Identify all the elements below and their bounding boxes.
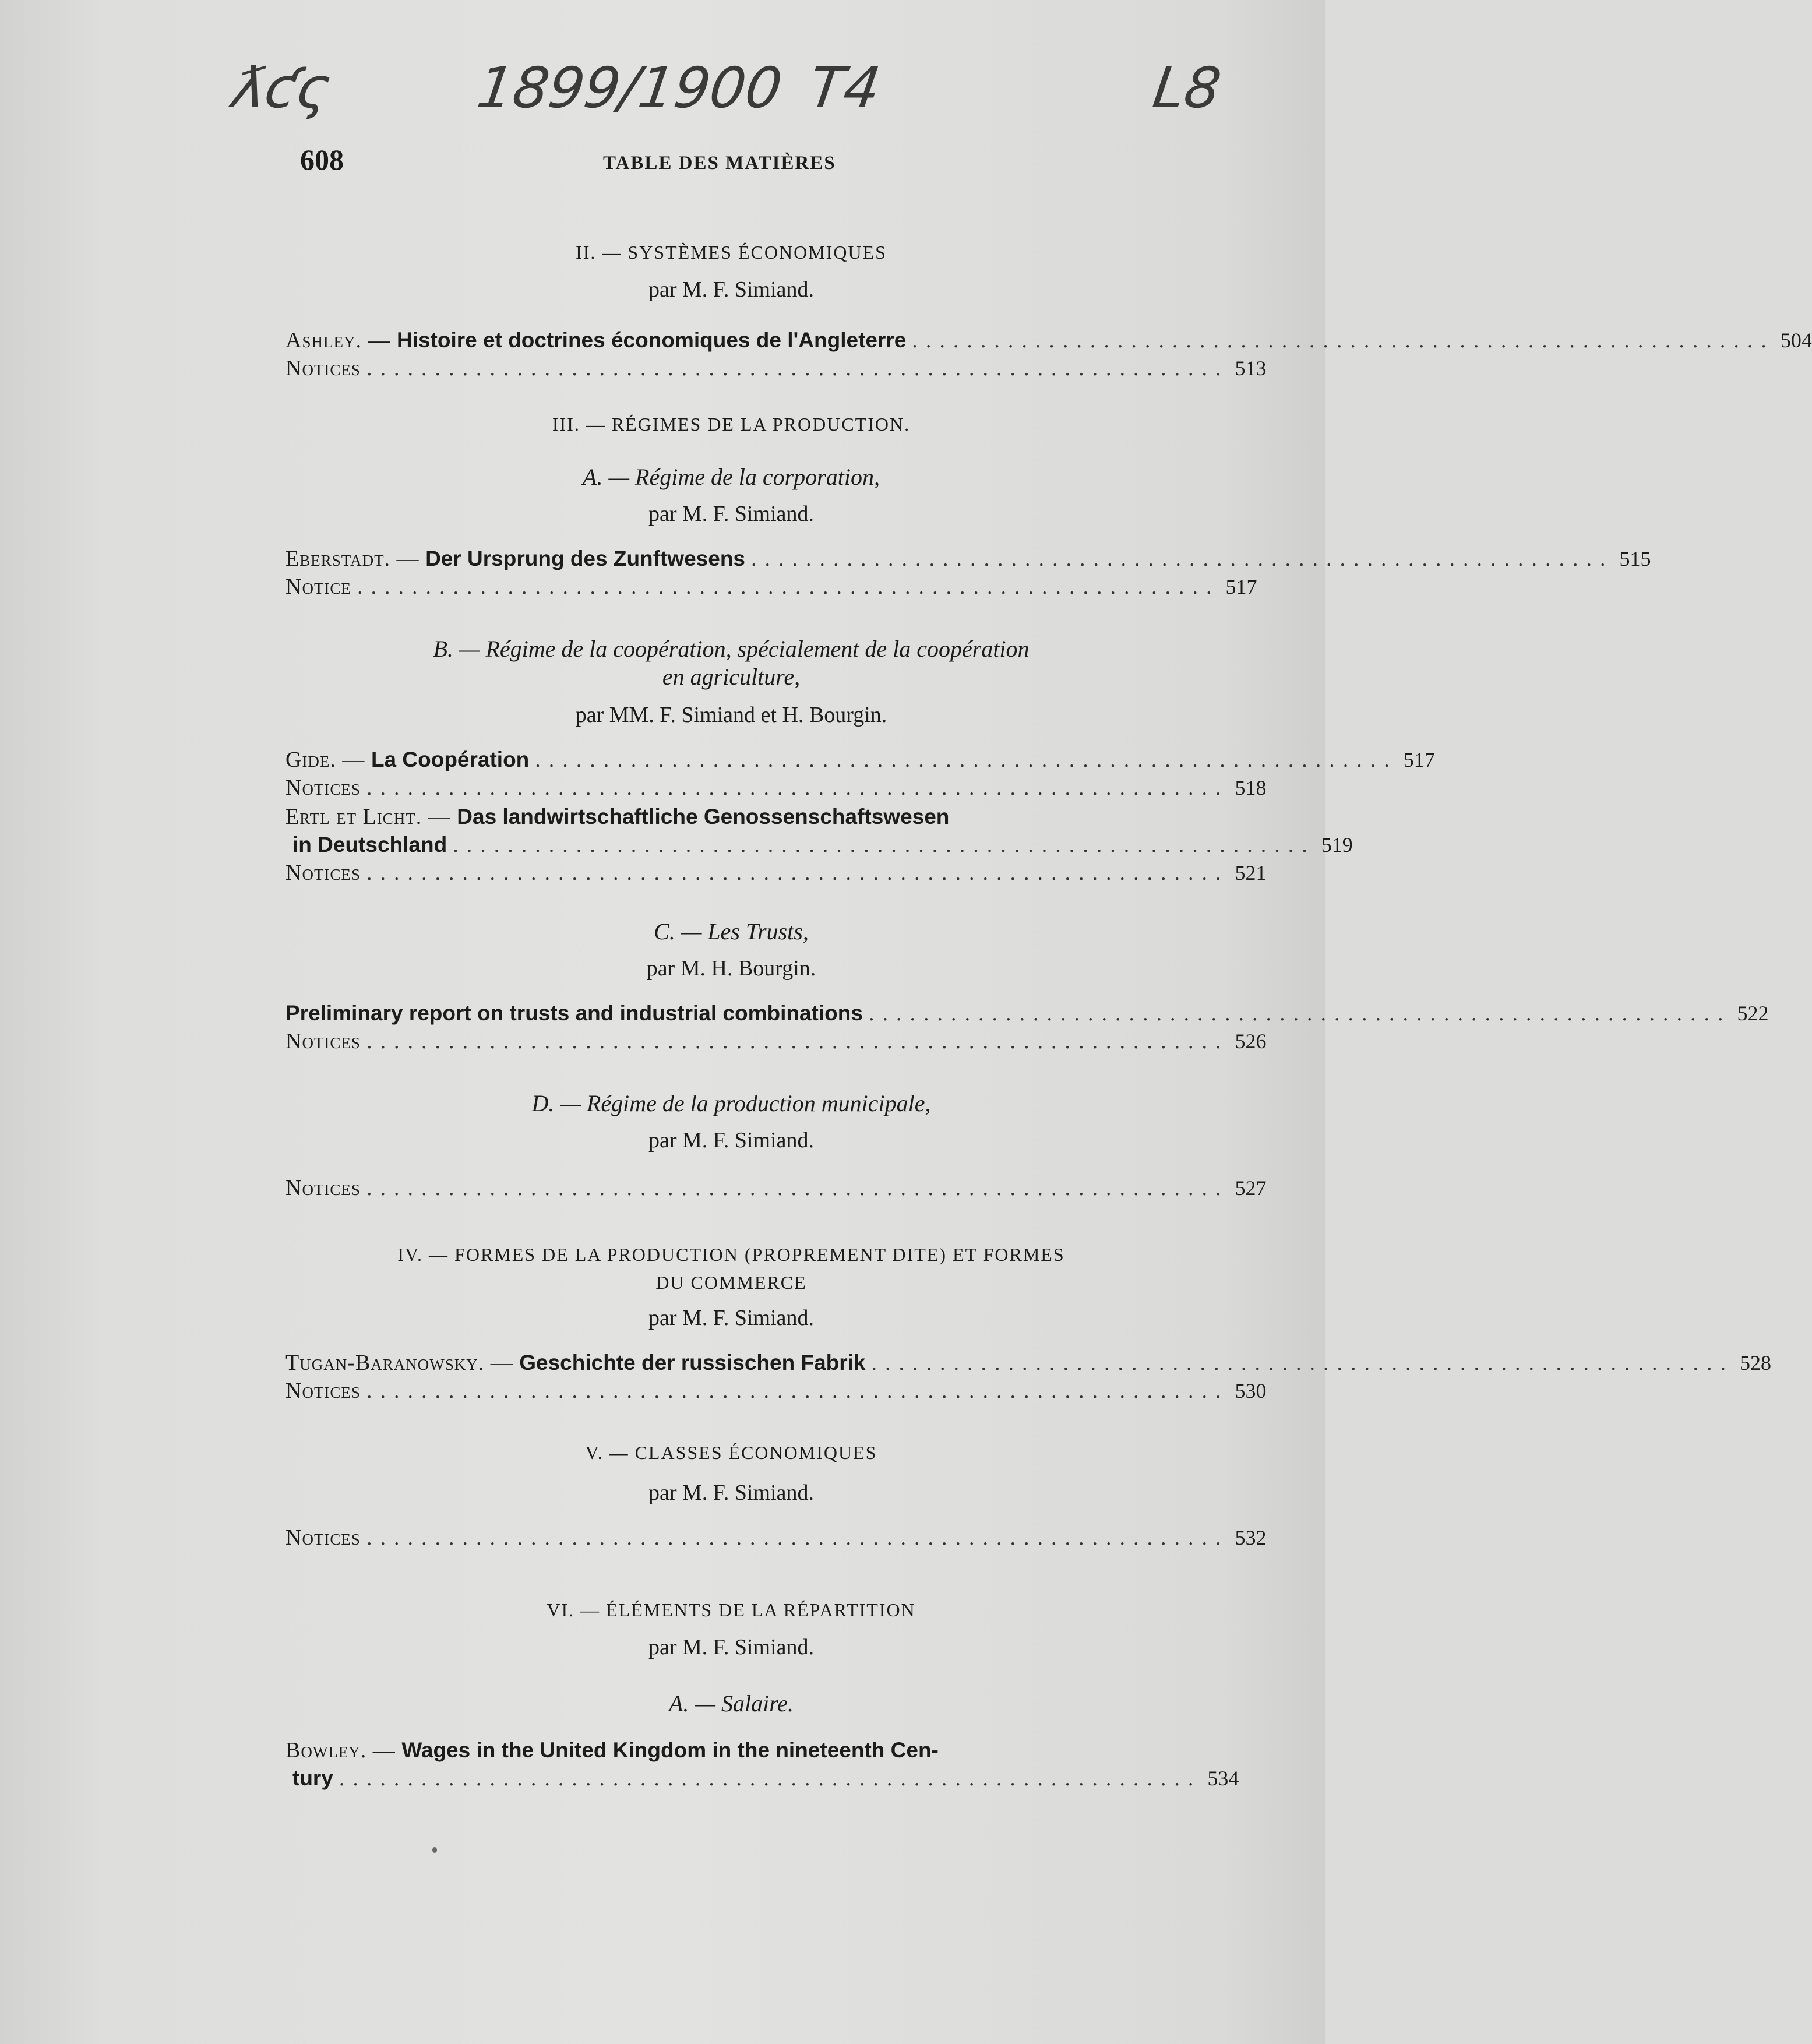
toc-entry[interactable]: [285, 803, 1353, 859]
handwritten-note-4: L8: [1149, 55, 1225, 121]
entry-page: 518: [1235, 776, 1267, 799]
toc-entry[interactable]: [285, 999, 1769, 1027]
subsection-author: par M. F. Simiand.: [648, 1128, 815, 1153]
entry-title: Das landwirtschaftliche Genossenschaftswesen: [457, 805, 950, 829]
section-heading: IV. — FORMES DE LA PRODUCTION (PROPREMENT DITE) ET FORMES: [397, 1244, 1065, 1265]
entry-author: Ertl et Licht. —: [285, 805, 457, 829]
entry-text: [285, 326, 906, 354]
entry-text: [285, 999, 863, 1027]
leader-dots: ...............................................................: [366, 1029, 1229, 1053]
toc-entry[interactable]: [285, 573, 1257, 601]
leader-dots: ...............................................................: [366, 861, 1229, 885]
entry-page: 532: [1235, 1526, 1267, 1549]
subsection-title: A. — Salaire.: [668, 1690, 794, 1717]
leader-dots: ...............................................................: [453, 833, 1316, 857]
section-heading-cont: DU COMMERCE: [655, 1272, 807, 1293]
entry-author: Notices: [285, 1029, 361, 1053]
leader-dots: ...............................................................: [339, 1766, 1202, 1791]
entry-text: [285, 1349, 866, 1377]
leader-dots: ...............................................................: [912, 328, 1775, 353]
entry-page: 519: [1321, 833, 1353, 857]
toc-entry[interactable]: [285, 1349, 1772, 1377]
section-heading: II. — SYSTÈMES ÉCONOMIQUES: [576, 242, 887, 263]
toc-entry[interactable]: [285, 1524, 1267, 1552]
author-line: par M. F. Simiand.: [648, 277, 815, 302]
entry-page: 513: [1235, 357, 1267, 380]
leader-dots: ...............................................................: [535, 748, 1398, 772]
entry-author: Notices: [285, 1525, 361, 1550]
entry-author: Notices: [285, 776, 361, 800]
entry-page: 504: [1780, 329, 1812, 352]
running-head: TABLE DES MATIÈRES: [603, 153, 836, 174]
section-heading: V. — CLASSES ÉCONOMIQUES: [585, 1442, 877, 1463]
section-author: [285, 277, 1177, 302]
toc-entry[interactable]: [285, 545, 1651, 573]
entry-title: Geschichte der russischen Fabrik: [519, 1351, 866, 1375]
subsection-title: B. — Régime de la coopération, spécialement de la coopération: [433, 636, 1030, 662]
ink-speck: [432, 1847, 437, 1853]
section-author: par M. F. Simiand.: [648, 1306, 815, 1330]
entry-author: Gide. —: [285, 748, 371, 772]
entry-title: Histoire et doctrines économiques de l'Angleterre: [396, 328, 907, 352]
entry-author: Notice: [285, 575, 351, 599]
entry-page: 526: [1235, 1030, 1267, 1053]
entry-page: 530: [1235, 1379, 1267, 1402]
leader-dots: ...............................................................: [366, 1176, 1229, 1200]
entry-page: 517: [1403, 748, 1435, 771]
entry-author: Eberstadt. —: [285, 547, 426, 571]
leader-dots: ...............................................................: [366, 356, 1229, 380]
entry-text: [285, 746, 529, 774]
subsection-author: par MM. F. Simiand et H. Bourgin.: [575, 703, 887, 727]
handwritten-note-3: T4: [805, 55, 884, 121]
toc-entry[interactable]: [285, 326, 1812, 354]
entry-author: Ashley. —: [285, 328, 397, 353]
entry-author: Bowley. —: [285, 1738, 402, 1763]
toc-entry[interactable]: [285, 1174, 1267, 1202]
toc-entry[interactable]: [285, 354, 1267, 382]
section-author: par M. F. Simiand.: [648, 1481, 815, 1505]
entry-text: [285, 803, 1177, 831]
entry-title-cont: in Deutschland: [292, 833, 447, 857]
leader-dots: ...............................................................: [366, 1525, 1229, 1550]
subsection-author: par M. H. Bourgin.: [646, 956, 816, 981]
entry-title: Preliminary report on trusts and industrial combinations: [285, 1001, 863, 1025]
leader-dots: ...............................................................: [366, 1379, 1229, 1403]
section-heading: VI. — ÉLÉMENTS DE LA RÉPARTITION: [547, 1599, 916, 1620]
leader-dots: ...............................................................: [751, 547, 1614, 571]
entry-page: 527: [1235, 1176, 1267, 1200]
entry-text: [285, 1736, 1177, 1764]
leader-dots: ...............................................................: [868, 1001, 1732, 1025]
subsection-title: A. — Régime de la corporation,: [583, 464, 880, 490]
entry-page: 534: [1207, 1767, 1239, 1790]
entry-author: Notices: [285, 1379, 361, 1403]
toc-entry[interactable]: [285, 1027, 1267, 1055]
toc-entry[interactable]: [285, 1736, 1239, 1792]
subsection-author: par M. F. Simiand.: [648, 502, 815, 526]
leader-dots: ...............................................................: [366, 776, 1229, 800]
subsection-title-cont: en agriculture,: [662, 664, 801, 690]
leader-dots: ...............................................................: [871, 1351, 1735, 1375]
entry-author: Notices: [285, 1176, 361, 1200]
handwritten-note-1: ƛƈς: [228, 55, 334, 121]
toc-entry[interactable]: [285, 774, 1267, 802]
entry-author: Notices: [285, 861, 361, 885]
section-heading: III. — RÉGIMES DE LA PRODUCTION.: [552, 414, 911, 435]
entry-title: Wages in the United Kingdom in the nineteenth Cen-: [401, 1738, 939, 1762]
entry-line-2: [285, 1764, 1239, 1792]
entry-title-cont: tury: [292, 1766, 333, 1790]
section-author: par M. F. Simiand.: [648, 1635, 815, 1659]
entry-author: Tugan-Baranowsky. —: [285, 1351, 520, 1375]
entry-title: Der Ursprung des Zunftwesens: [425, 547, 745, 570]
handwritten-note-2: 1899/1900: [473, 55, 786, 121]
entry-page: 521: [1235, 861, 1267, 884]
entry-line-2: [285, 831, 1353, 859]
page-number: 608: [300, 143, 344, 176]
toc-entry[interactable]: [285, 1377, 1267, 1405]
subsection-title: C. — Les Trusts,: [654, 918, 809, 945]
leader-dots: ...............................................................: [357, 575, 1220, 599]
entry-page: 515: [1619, 547, 1651, 570]
entry-text: [285, 545, 745, 573]
entry-title: La Coopération: [371, 748, 530, 771]
toc-entry[interactable]: [285, 859, 1267, 887]
entry-page: 517: [1225, 575, 1257, 598]
entry-author: Notices: [285, 356, 361, 380]
entry-page: 528: [1740, 1351, 1772, 1375]
toc-entry[interactable]: [285, 746, 1435, 774]
entry-page: 522: [1737, 1002, 1769, 1025]
subsection-title: D. — Régime de la production municipale,: [531, 1090, 931, 1116]
